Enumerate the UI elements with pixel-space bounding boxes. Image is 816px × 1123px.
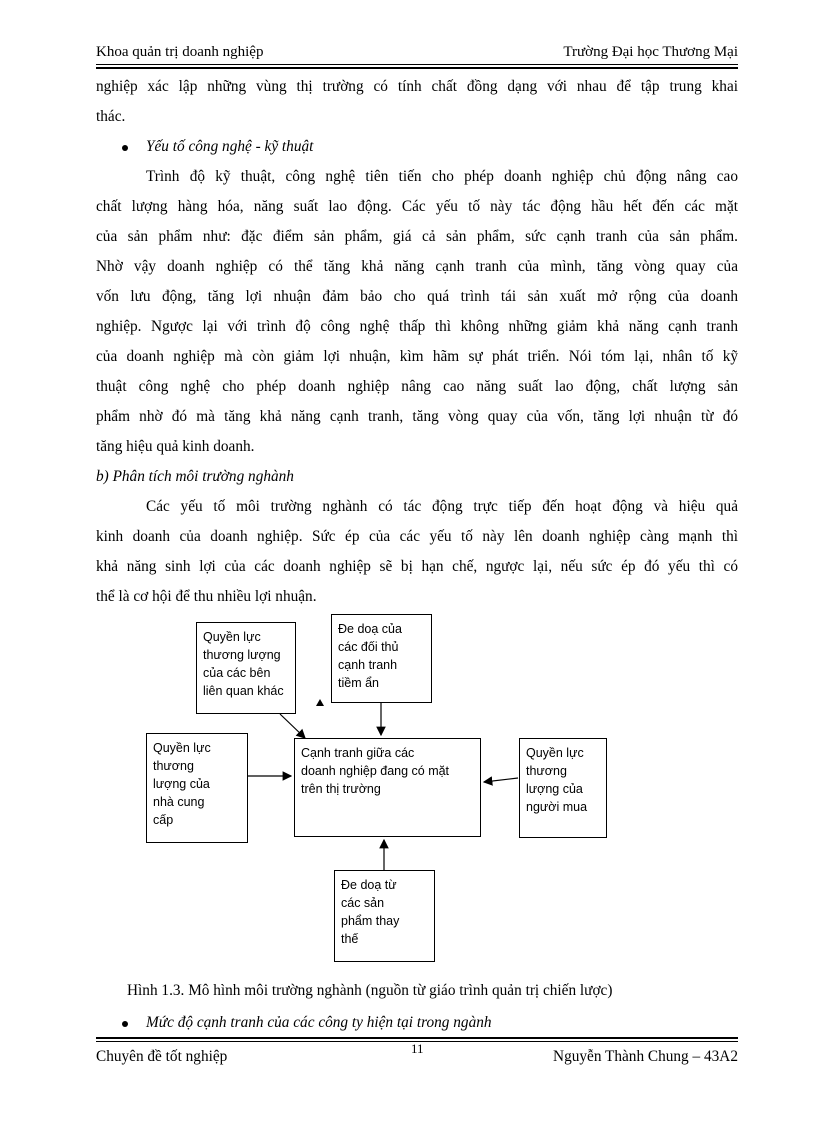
footer-rule-thick: [96, 1037, 738, 1039]
paragraph-line: của sản phẩm như: đặc điểm sản phẩm, giá cả sản phẩm, sức cạnh tranh của sản phẩm.: [96, 228, 738, 245]
box-new-entrants-threat: Đe doạ của các đối thủ cạnh tranh tiềm ẩn: [331, 614, 432, 703]
header-right: Trường Đại học Thương Mại: [563, 44, 738, 60]
page-number: 11: [411, 1041, 424, 1056]
box-industry-rivalry: Cạnh tranh giữa các doanh nghiệp đang có mặt trên thị trường: [294, 738, 481, 837]
paragraph-line: thác.: [96, 108, 126, 125]
paragraph-line: tăng hiệu quả kinh doanh.: [96, 438, 255, 455]
box-supplier-power: Quyền lực thương lượng của nhà cung cấp: [146, 733, 248, 843]
bullet-heading-technology: Yếu tố công nghệ - kỹ thuật: [146, 138, 314, 155]
paragraph-line: nghiệp xác lập những vùng thị trường có tính chất đồng dạng với nhau để tập trung khai: [96, 78, 738, 95]
paragraph-line: Nhờ vậy doanh nghiệp có thể tăng khả năng cạnh tranh của mình, tăng vòng quay của: [96, 258, 738, 275]
paragraph-line: Trình độ kỹ thuật, công nghệ tiên tiến cho phép doanh nghiệp chủ động nâng cao: [146, 168, 738, 185]
bullet-heading-competition: Mức độ cạnh tranh của các công ty hiện tại trong ngành: [146, 1014, 492, 1031]
footer-right: Nguyễn Thành Chung – 43A2: [553, 1048, 738, 1065]
paragraph-line: Các yếu tố môi trường nghành có tác động trực tiếp đến hoạt động và hiệu quả: [146, 498, 738, 515]
paragraph-line: khả năng sinh lợi của các doanh nghiệp sẽ bị hạn chế, ngược lại, nếu sức ép đó yếu thì có: [96, 558, 738, 575]
box-buyer-power: Quyền lực thương lượng của người mua: [519, 738, 607, 838]
bullet-icon: [122, 1021, 128, 1027]
paragraph-line: chất lượng hàng hóa, năng suất lao động. Các yếu tố này tác động hầu hết đến các mặt: [96, 198, 738, 215]
box-substitutes-threat: Đe doạ từ các sản phẩm thay thế: [334, 870, 435, 962]
footer-left: Chuyên đề tốt nghiệp: [96, 1048, 228, 1065]
paragraph-line: phẩm nhờ đó mà tăng khả năng cạnh tranh, tăng vòng quay của vốn, tăng lợi nhuận từ đó: [96, 408, 738, 425]
box-stakeholders-power: Quyền lực thương lượng của các bên liên quan khác: [196, 622, 296, 714]
paragraph-line: thuật công nghệ cho phép doanh nghiệp nâng cao năng suất lao động, chất lượng sản: [96, 378, 738, 395]
figure-caption: Hình 1.3. Mô hình môi trường nghành (nguồn từ giáo trình quản trị chiến lược): [127, 982, 613, 999]
paragraph-line: thể là cơ hội để thu nhiều lợi nhuận.: [96, 588, 317, 605]
paragraph-line: nghiệp. Ngược lại với trình độ công nghệ thấp thì không những giảm khả năng cạnh tranh: [96, 318, 738, 335]
paragraph-line: kinh doanh của doanh nghiệp. Sức ép của các yếu tố này lên doanh nghiệp càng mạnh thì: [96, 528, 738, 545]
paragraph-line: vốn lưu động, tăng lợi nhuận đảm bảo cho quá trình tái sản xuất mở rộng của doanh: [96, 288, 738, 305]
header-left: Khoa quản trị doanh nghiệp: [96, 44, 264, 60]
section-heading: b) Phân tích môi trường nghành: [96, 468, 294, 485]
paragraph-line: của doanh nghiệp mà còn giảm lợi nhuận, kìm hãm sự phát triển. Nói tóm lại, nhân tố kỹ: [96, 348, 738, 365]
